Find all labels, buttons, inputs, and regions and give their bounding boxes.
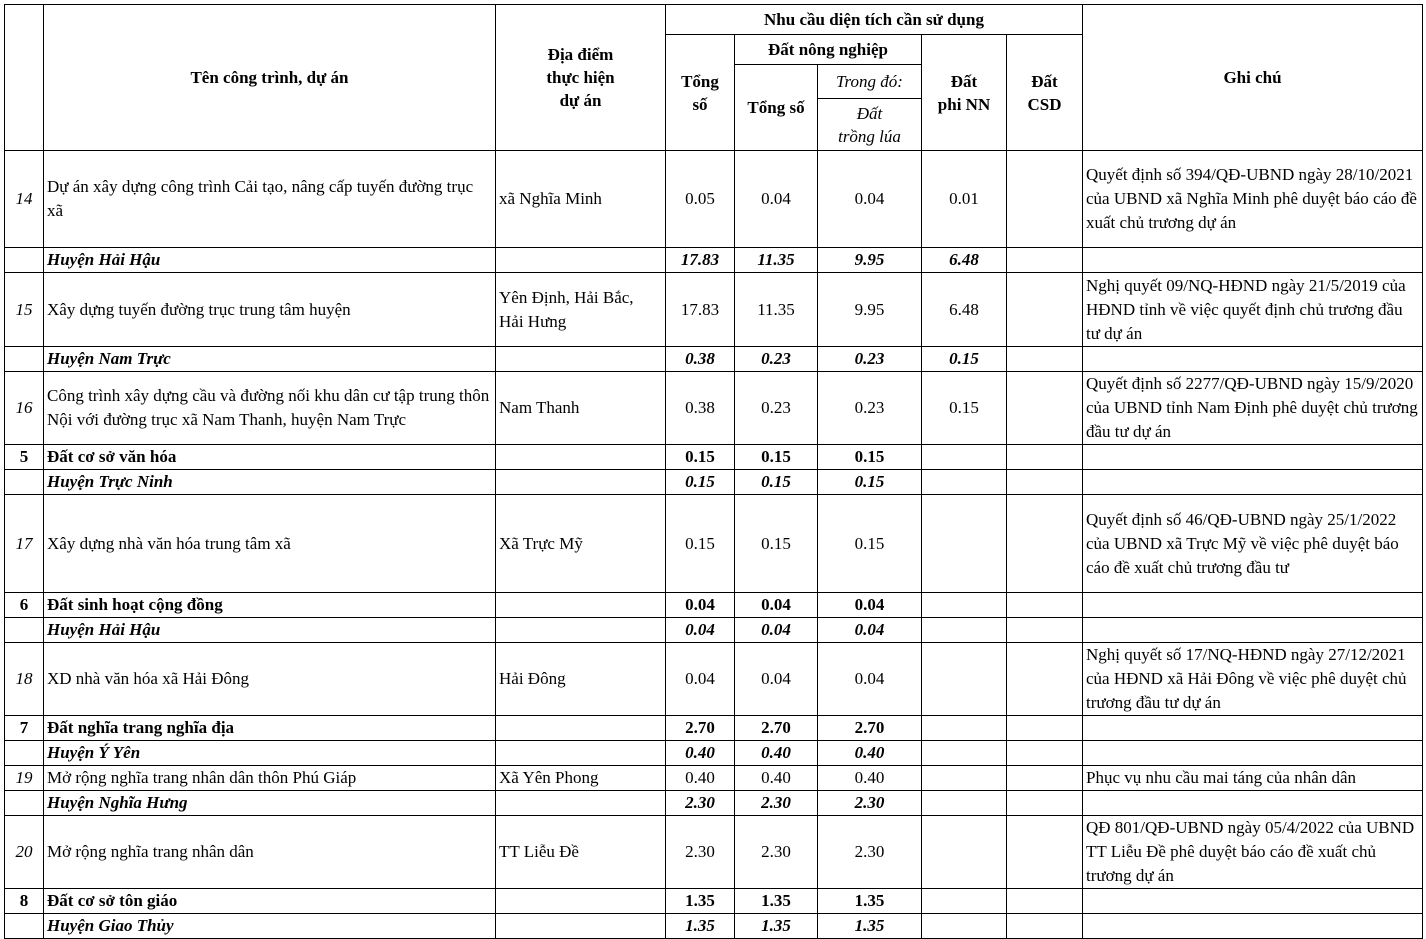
total-cell: 0.15 [666,495,735,593]
unused-header [1007,35,1083,151]
rice-cell: 0.15 [818,495,922,593]
agri-total-header: Tổng số [735,65,818,151]
table-row [5,741,1423,766]
rice-cell: 2.30 [818,791,922,816]
location-cell [496,741,666,766]
table-row [5,347,1423,372]
location-cell: xã Nghĩa Minh [496,151,666,248]
non-agri-cell: 6.48 [922,273,1007,347]
unused-header-line1: Đất [1031,71,1058,91]
note-cell [1083,914,1423,939]
agri-cell: 0.04 [735,151,818,248]
location-cell: Yên Định, Hải Bắc, Hải Hưng [496,273,666,347]
stt-cell: 8 [5,889,44,914]
demand-group-header: Nhu cầu diện tích cần sử dụng [666,5,1083,35]
non-agri-cell [922,495,1007,593]
unused-cell [1007,445,1083,470]
stt-cell [5,347,44,372]
unused-cell [1007,151,1083,248]
agri-cell: 11.35 [735,248,818,273]
unused-cell [1007,372,1083,445]
note-cell [1083,347,1423,372]
location-header-line1: Địa điểm [547,45,614,64]
non-agri-cell [922,914,1007,939]
rice-cell: 0.40 [818,766,922,791]
location-cell [496,914,666,939]
non-agri-cell: 0.15 [922,372,1007,445]
table-row [5,248,1423,273]
location-header-line3: dự án [559,91,602,110]
table-row [5,372,1423,445]
unused-cell [1007,618,1083,643]
table-row [5,914,1423,939]
table-row [5,495,1423,593]
agri-cell: 2.70 [735,716,818,741]
location-cell: Xã Trực Mỹ [496,495,666,593]
stt-cell [5,470,44,495]
rice-cell: 0.40 [818,741,922,766]
stt-cell [5,618,44,643]
name-cell: Xây dựng tuyến đường trục trung tâm huyện [44,273,496,347]
location-header-line2: thực hiện [546,68,615,87]
name-cell: Mở rộng nghĩa trang nhân dân thôn Phú Giáp [44,766,496,791]
note-cell: Quyết định số 2277/QĐ-UBND ngày 15/9/2020 của UBND tỉnh Nam Định phê duyệt chủ trương đầu tư dự án [1083,372,1423,445]
note-cell: QĐ 801/QĐ-UBND ngày 05/4/2022 của UBND TT Liễu Đề phê duyệt báo cáo đề xuất chủ trương dự án [1083,816,1423,889]
agri-cell: 0.15 [735,495,818,593]
total-cell: 0.40 [666,741,735,766]
unused-cell [1007,347,1083,372]
agri-cell: 0.04 [735,618,818,643]
location-cell [496,593,666,618]
stt-cell [5,741,44,766]
location-cell [496,889,666,914]
rice-cell: 0.23 [818,347,922,372]
non-agri-cell [922,766,1007,791]
rice-cell: 1.35 [818,889,922,914]
table-row [5,766,1423,791]
unused-cell [1007,816,1083,889]
unused-cell [1007,889,1083,914]
note-header: Ghi chú [1083,5,1423,151]
agri-cell: 0.04 [735,643,818,716]
location-cell [496,347,666,372]
rice-header-line1: Đất [856,103,883,123]
total-cell: 0.38 [666,347,735,372]
agri-cell: 0.04 [735,593,818,618]
note-cell: Nghị quyết 09/NQ-HĐND ngày 21/5/2019 của HĐND tỉnh về việc quyết định chủ trương đầu tư dự án [1083,273,1423,347]
total-cell: 1.35 [666,889,735,914]
note-cell [1083,445,1423,470]
note-cell [1083,593,1423,618]
table-header [5,5,1423,151]
name-cell: Huyện Ý Yên [44,741,496,766]
stt-cell: 6 [5,593,44,618]
table-row [5,791,1423,816]
non-agri-cell [922,445,1007,470]
note-cell [1083,889,1423,914]
stt-cell [5,791,44,816]
rice-cell: 0.15 [818,470,922,495]
non-agri-cell [922,791,1007,816]
location-header [496,5,666,151]
agri-cell: 2.30 [735,816,818,889]
unused-cell [1007,273,1083,347]
agri-cell: 0.40 [735,766,818,791]
non-agri-cell [922,643,1007,716]
total-header-line1: Tổng [681,71,719,91]
note-cell [1083,248,1423,273]
note-cell: Quyết định số 394/QĐ-UBND ngày 28/10/2021 của UBND xã Nghĩa Minh phê duyệt báo cáo đề xuất chủ trương dự án [1083,151,1423,248]
stt-cell: 14 [5,151,44,248]
table-row [5,470,1423,495]
table-row [5,151,1423,248]
rice-cell: 2.70 [818,716,922,741]
table-row [5,816,1423,889]
table-row [5,593,1423,618]
stt-header [5,5,44,151]
location-cell: TT Liễu Đề [496,816,666,889]
table-row [5,643,1423,716]
stt-cell: 16 [5,372,44,445]
total-cell: 0.04 [666,643,735,716]
total-cell: 0.40 [666,766,735,791]
name-cell: Đất cơ sở tôn giáo [44,889,496,914]
unused-cell [1007,741,1083,766]
location-cell [496,618,666,643]
total-cell: 17.83 [666,273,735,347]
rice-header-line2: trồng lúa [838,126,901,146]
rice-cell: 0.04 [818,618,922,643]
name-cell: Huyện Hải Hậu [44,248,496,273]
rice-cell: 0.04 [818,593,922,618]
unused-cell [1007,470,1083,495]
agri-cell: 0.15 [735,445,818,470]
unused-cell [1007,766,1083,791]
unused-cell [1007,248,1083,273]
name-cell: Công trình xây dựng cầu và đường nối khu dân cư tập trung thôn Nội với đường trục xã Nam Thanh, huyện Nam Trực [44,372,496,445]
stt-cell [5,914,44,939]
non-agri-cell [922,816,1007,889]
note-cell [1083,716,1423,741]
location-cell: Nam Thanh [496,372,666,445]
agri-cell: 0.23 [735,347,818,372]
of-which-header: Trong đó: [818,65,922,99]
note-cell: Nghị quyết số 17/NQ-HĐND ngày 27/12/2021 của HĐND xã Hải Đông về việc phê duyệt chủ trương đầu tư dự án [1083,643,1423,716]
note-cell [1083,470,1423,495]
total-cell: 0.04 [666,618,735,643]
agri-cell: 1.35 [735,914,818,939]
name-cell: Huyện Giao Thủy [44,914,496,939]
total-cell: 0.05 [666,151,735,248]
total-cell: 2.30 [666,791,735,816]
non-agri-cell: 0.01 [922,151,1007,248]
name-cell: Dự án xây dựng công trình Cải tạo, nâng cấp tuyến đường trục xã [44,151,496,248]
total-cell: 0.04 [666,593,735,618]
table-body [5,151,1423,939]
rice-cell: 9.95 [818,248,922,273]
rice-cell: 0.23 [818,372,922,445]
rice-cell: 0.04 [818,151,922,248]
unused-cell [1007,791,1083,816]
location-cell: Xã Yên Phong [496,766,666,791]
name-header: Tên công trình, dự án [44,5,496,151]
table-row [5,889,1423,914]
name-cell: Mở rộng nghĩa trang nhân dân [44,816,496,889]
land-use-table [4,4,1423,939]
table-row [5,716,1423,741]
rice-cell: 1.35 [818,914,922,939]
stt-cell: 20 [5,816,44,889]
non-agri-cell: 0.15 [922,347,1007,372]
name-cell: Huyện Trực Ninh [44,470,496,495]
unused-cell [1007,643,1083,716]
note-cell: Phục vụ nhu cầu mai táng của nhân dân [1083,766,1423,791]
stt-cell: 5 [5,445,44,470]
non-agri-header-line1: Đất [950,71,978,91]
location-cell [496,470,666,495]
stt-cell: 17 [5,495,44,593]
name-cell: Huyện Hải Hậu [44,618,496,643]
total-cell: 2.70 [666,716,735,741]
total-cell: 17.83 [666,248,735,273]
non-agri-cell [922,889,1007,914]
unused-cell [1007,914,1083,939]
stt-cell: 19 [5,766,44,791]
total-cell: 0.15 [666,470,735,495]
name-cell: Xây dựng nhà văn hóa trung tâm xã [44,495,496,593]
agri-cell: 2.30 [735,791,818,816]
rice-cell: 0.15 [818,445,922,470]
total-cell: 0.15 [666,445,735,470]
non-agri-cell [922,470,1007,495]
rice-header [818,99,922,151]
non-agri-header [922,35,1007,151]
agri-cell: 1.35 [735,889,818,914]
agri-cell: 0.40 [735,741,818,766]
name-cell: Huyện Nam Trực [44,347,496,372]
total-header-line2: số [692,94,708,114]
agri-group-header: Đất nông nghiệp [735,35,922,65]
table-row [5,445,1423,470]
note-cell [1083,741,1423,766]
name-cell: XD nhà văn hóa xã Hải Đông [44,643,496,716]
table-row [5,273,1423,347]
unused-header-line2: CSD [1027,94,1062,114]
note-cell [1083,618,1423,643]
location-cell [496,791,666,816]
note-cell [1083,791,1423,816]
rice-cell: 0.04 [818,643,922,716]
agri-cell: 11.35 [735,273,818,347]
unused-cell [1007,716,1083,741]
name-cell: Đất cơ sở văn hóa [44,445,496,470]
table-row [5,618,1423,643]
agri-cell: 0.23 [735,372,818,445]
total-cell: 1.35 [666,914,735,939]
rice-cell: 9.95 [818,273,922,347]
non-agri-cell [922,716,1007,741]
total-cell: 0.38 [666,372,735,445]
stt-cell: 7 [5,716,44,741]
stt-cell [5,248,44,273]
total-cell: 2.30 [666,816,735,889]
name-cell: Đất sinh hoạt cộng đồng [44,593,496,618]
non-agri-cell [922,741,1007,766]
unused-cell [1007,495,1083,593]
non-agri-cell [922,593,1007,618]
unused-cell [1007,593,1083,618]
note-cell: Quyết định số 46/QĐ-UBND ngày 25/1/2022 của UBND xã Trực Mỹ về việc phê duyệt báo cáo đề xuất chủ trương đầu tư [1083,495,1423,593]
location-cell [496,716,666,741]
location-cell [496,248,666,273]
location-cell: Hải Đông [496,643,666,716]
rice-cell: 2.30 [818,816,922,889]
name-cell: Huyện Nghĩa Hưng [44,791,496,816]
non-agri-cell [922,618,1007,643]
stt-cell: 18 [5,643,44,716]
agri-cell: 0.15 [735,470,818,495]
non-agri-cell: 6.48 [922,248,1007,273]
non-agri-header-line2: phi NN [937,94,991,114]
location-cell [496,445,666,470]
stt-cell: 15 [5,273,44,347]
name-cell: Đất nghĩa trang nghĩa địa [44,716,496,741]
total-header [666,35,735,151]
